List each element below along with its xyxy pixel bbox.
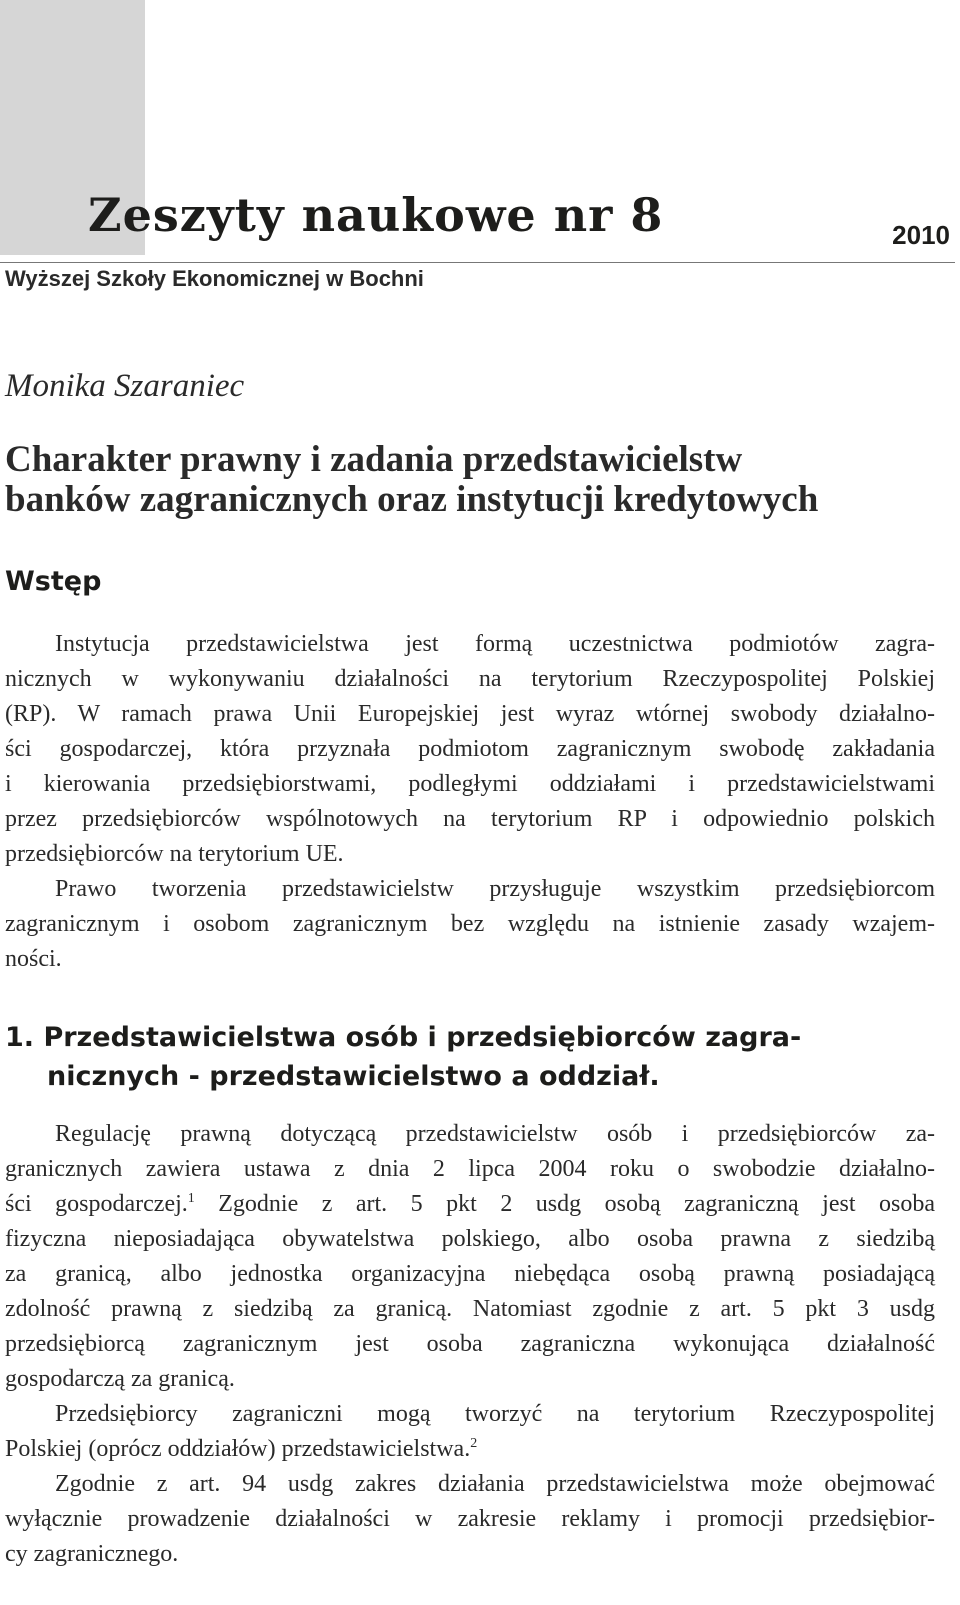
text-line: Regulację prawną dotyczącą przedstawicielstw osób i przedsiębiorców za- (55, 1121, 935, 1147)
text-line: granicznych zawiera ustawa z dnia 2 lipca 2004 roku o swobodzie działalno- (5, 1156, 935, 1182)
text-fragment: Zgodnie z art. 5 pkt 2 usdg osobą zagraniczną jest osoba (194, 1191, 935, 1217)
journal-title: Zeszyty naukowe nr 8 (88, 188, 664, 242)
text-fragment: Polskiej (oprócz oddziałów) przedstawicielstwa. (5, 1436, 471, 1462)
footnote-ref-2[interactable]: 2 (470, 1436, 478, 1451)
author-name: Monika Szaraniec (5, 368, 245, 404)
text-line-with-footnote (5, 1187, 935, 1222)
text-line: Prawo tworzenia przedstawicielstw przysługuje wszystkim przedsiębiorcom (55, 876, 935, 902)
paragraph-intro-2 (5, 872, 935, 977)
text-line: Przedsiębiorcy zagraniczni mogą tworzyć na terytorium Rzeczypospolitej (55, 1401, 935, 1427)
paragraph-s1-2 (5, 1397, 935, 1467)
text-line: gospodarczą za granicą. (5, 1366, 235, 1392)
text-line-with-footnote (5, 1432, 935, 1467)
text-line: (RP). W ramach prawa Unii Europejskiej jest wyraz wtórnej swobody działalno- (5, 701, 935, 727)
paragraph-intro-1 (5, 627, 935, 872)
footnote-ref-1[interactable]: 1 (187, 1191, 195, 1206)
article-title-line: Charakter prawny i zadania przedstawicielstw (5, 439, 743, 480)
text-line: przedsiębiorcą zagranicznym jest osoba zagraniczna wykonująca działalność (5, 1331, 935, 1357)
article-title (5, 440, 945, 520)
section-heading-intro: Wstęp (5, 566, 102, 597)
paragraph-s1-1 (5, 1117, 935, 1397)
header-rule (0, 262, 955, 263)
text-line: Zgodnie z art. 94 usdg zakres działania przedstawicielstwa może obejmować (55, 1471, 935, 1497)
text-line: ści gospodarczej, która przyznała podmiotom zagranicznym swobodę zakładania (5, 736, 935, 762)
article-title-line: banków zagranicznych oraz instytucji kredytowych (5, 479, 819, 520)
text-line: ności. (5, 946, 62, 972)
text-line: cy zagranicznego. (5, 1541, 179, 1567)
text-line: nicznych w wykonywaniu działalności na terytorium Rzeczypospolitej Polskiej (5, 666, 935, 692)
text-line: wyłącznie prowadzenie działalności w zakresie reklamy i promocji przedsiębior- (5, 1506, 935, 1532)
text-line: i kierowania przedsiębiorstwami, podległymi oddziałami i przedstawicielstwami (5, 771, 935, 797)
journal-year: 2010 (892, 220, 950, 250)
section-heading-1 (5, 1018, 940, 1096)
school-name: Wyższej Szkoły Ekonomicznej w Bochni (5, 266, 424, 291)
text-line: przez przedsiębiorców wspólnotowych na terytorium RP i odpowiednio polskich (5, 806, 935, 832)
section-heading-line: nicznych - przedstawicielstwo a oddział. (47, 1061, 660, 1092)
text-line: fizyczna nieposiadająca obywatelstwa polskiego, albo osoba prawna z siedzibą (5, 1226, 935, 1252)
text-fragment: ści gospodarczej. (5, 1191, 188, 1217)
paragraph-s1-3 (5, 1467, 935, 1572)
text-line: zdolność prawną z siedzibą za granicą. Natomiast zgodnie z art. 5 pkt 3 usdg (5, 1296, 935, 1322)
text-line: zagranicznym i osobom zagranicznym bez względu na istnienie zasady wzajem- (5, 911, 935, 937)
section-heading-line: 1. Przedstawicielstwa osób i przedsiębiorców zagra- (5, 1022, 802, 1053)
text-line: za granicą, albo jednostka organizacyjna niebędąca osobą prawną posiadającą (5, 1261, 935, 1287)
text-line: Instytucja przedstawicielstwa jest formą uczestnictwa podmiotów zagra- (55, 631, 935, 657)
text-line: przedsiębiorców na terytorium UE. (5, 841, 344, 867)
